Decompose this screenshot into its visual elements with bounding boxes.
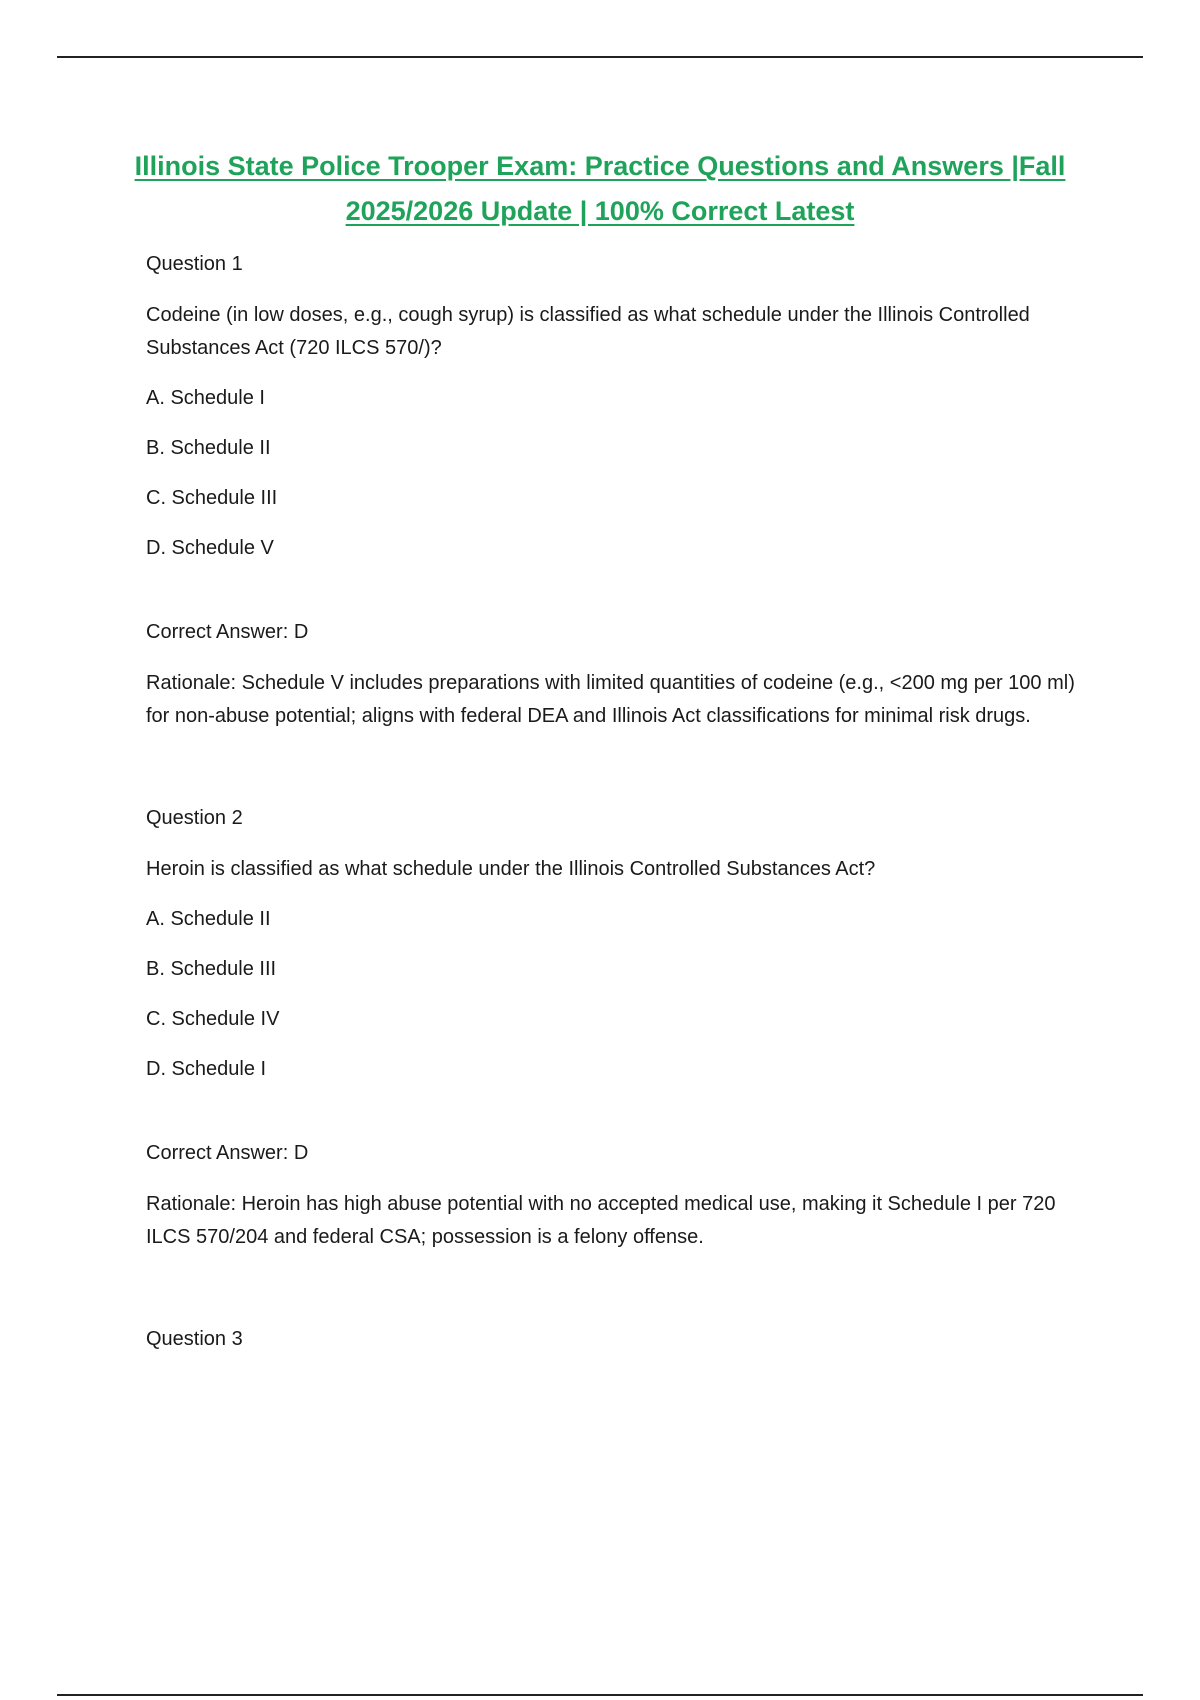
question-2-option-b: B. Schedule III xyxy=(146,958,277,980)
question-2-option-d: D. Schedule I xyxy=(146,1058,267,1080)
question-1-option-b: B. Schedule II xyxy=(146,437,271,459)
question-3-label: Question 3 xyxy=(146,1328,243,1350)
question-1-option-d: D. Schedule V xyxy=(146,537,274,559)
top-rule xyxy=(57,56,1143,58)
question-2-label: Question 2 xyxy=(146,807,243,829)
question-2-option-a: A. Schedule II xyxy=(146,908,271,930)
question-1-correct-answer: Correct Answer: D xyxy=(146,621,309,643)
question-1-label: Question 1 xyxy=(146,253,243,275)
question-1-rationale: Rationale: Schedule V includes preparations with limited quantities of codeine (e.g., <200 mg per 100 ml) for non-abuse potential; aligns with federal DEA and Illinois Act classifications for minimal risk drugs. xyxy=(146,672,1075,727)
bottom-rule xyxy=(57,1694,1143,1696)
question-1-option-c: C. Schedule III xyxy=(146,487,278,509)
question-2-option-c: C. Schedule IV xyxy=(146,1008,280,1030)
question-1-option-a: A. Schedule I xyxy=(146,387,265,409)
question-2-correct-answer: Correct Answer: D xyxy=(146,1142,309,1164)
question-2-text: Heroin is classified as what schedule under the Illinois Controlled Substances Act? xyxy=(146,858,876,880)
question-2-rationale: Rationale: Heroin has high abuse potential with no accepted medical use, making it Schedule I per 720 ILCS 570/204 and federal CSA; possession is a felony offense. xyxy=(146,1193,1056,1248)
document-body xyxy=(146,248,1086,1374)
document-title: Illinois State Police Trooper Exam: Practice Questions and Answers |Fall 2025/2026 Update | 100% Correct Latest xyxy=(134,151,1066,226)
question-1-text: Codeine (in low doses, e.g., cough syrup) is classified as what schedule under the Illinois Controlled Substances Act (720 ILCS 570/)? xyxy=(146,304,1030,359)
